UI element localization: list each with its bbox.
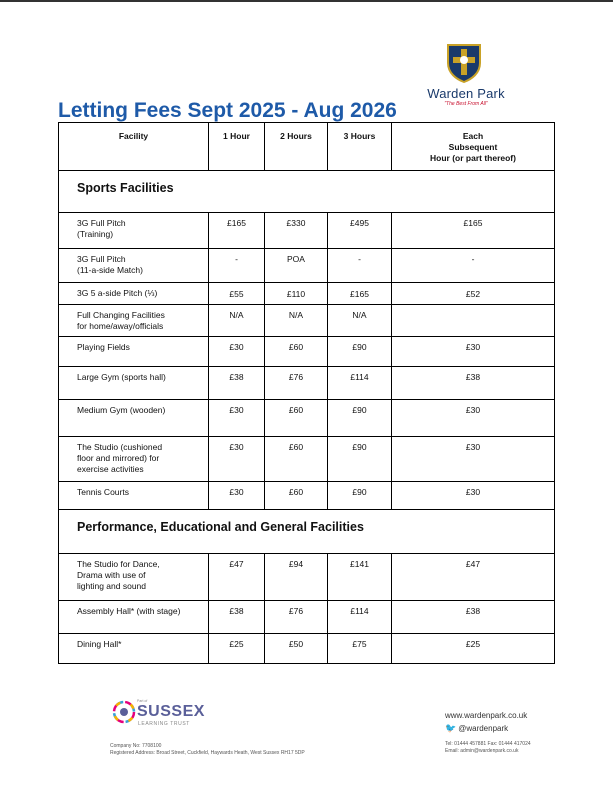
table-row bbox=[59, 283, 555, 305]
facility-line: Tennis Courts bbox=[77, 487, 129, 497]
facility-cell bbox=[59, 367, 209, 400]
col-3-hours: 3 Hours bbox=[328, 123, 392, 171]
facility-line: Playing Fields bbox=[77, 342, 130, 352]
phone-fax: Tel: 01444 457881 Fax: 01444 417024 bbox=[445, 741, 531, 747]
table-row bbox=[59, 367, 555, 400]
fee-subsequent-hour: £30 bbox=[392, 337, 555, 367]
fee-3-hours: £90 bbox=[328, 400, 392, 437]
fee-subsequent-hour: £52 bbox=[392, 283, 555, 305]
fee-2-hours: £50 bbox=[265, 634, 328, 664]
fee-subsequent-hour: £25 bbox=[392, 634, 555, 664]
fee-3-hours: £141 bbox=[328, 554, 392, 601]
table-row bbox=[59, 213, 555, 249]
facility-cell bbox=[59, 554, 209, 601]
facility-line: Drama with use of bbox=[77, 570, 146, 580]
fee-2-hours: £330 bbox=[265, 213, 328, 249]
fee-1-hour: N/A bbox=[209, 305, 265, 337]
facility-cell bbox=[59, 482, 209, 510]
facility-cell bbox=[59, 337, 209, 367]
fee-1-hour: £38 bbox=[209, 367, 265, 400]
fee-1-hour: £25 bbox=[209, 634, 265, 664]
fee-3-hours: N/A bbox=[328, 305, 392, 337]
fee-2-hours: £94 bbox=[265, 554, 328, 601]
contact-details bbox=[445, 741, 531, 755]
twitter-bird-icon: 🐦 bbox=[445, 723, 457, 733]
table-row bbox=[59, 305, 555, 337]
fee-2-hours: £76 bbox=[265, 367, 328, 400]
fee-2-hours: £60 bbox=[265, 437, 328, 482]
facility-line: Large Gym (sports hall) bbox=[77, 372, 166, 382]
col-1-hour: 1 Hour bbox=[209, 123, 265, 171]
table-row bbox=[59, 601, 555, 634]
section-heading-sports: Sports Facilities bbox=[59, 171, 555, 213]
trust-subtitle: LEARNING TRUST bbox=[138, 721, 190, 727]
fee-2-hours: £60 bbox=[265, 482, 328, 510]
fee-2-hours: POA bbox=[265, 249, 328, 283]
facility-cell bbox=[59, 283, 209, 305]
fee-3-hours: - bbox=[328, 249, 392, 283]
fee-1-hour: £30 bbox=[209, 482, 265, 510]
fee-2-hours: £76 bbox=[265, 601, 328, 634]
company-number: Company No: 7708100 bbox=[110, 743, 162, 749]
fee-subsequent-hour: £165 bbox=[392, 213, 555, 249]
fee-3-hours: £495 bbox=[328, 213, 392, 249]
fee-3-hours: £90 bbox=[328, 482, 392, 510]
facility-line: exercise activities bbox=[77, 464, 144, 474]
fee-1-hour: £165 bbox=[209, 213, 265, 249]
facility-cell bbox=[59, 634, 209, 664]
fee-subsequent-hour: £38 bbox=[392, 601, 555, 634]
facility-line: Dining Hall* bbox=[77, 639, 122, 649]
fee-3-hours: £114 bbox=[328, 367, 392, 400]
fee-2-hours: N/A bbox=[265, 305, 328, 337]
school-name: Warden Park bbox=[427, 86, 505, 101]
table-row bbox=[59, 554, 555, 601]
school-motto: "The Best From All" bbox=[444, 101, 488, 107]
table-row bbox=[59, 482, 555, 510]
facility-line: for home/away/officials bbox=[77, 321, 164, 331]
col-each-subsequent-line2: Subsequent bbox=[448, 142, 498, 152]
page-title: Letting Fees Sept 2025 - Aug 2026 bbox=[58, 99, 397, 122]
fee-2-hours: £60 bbox=[265, 337, 328, 367]
col-each-subsequent-line1: Each bbox=[462, 131, 484, 141]
twitter-handle-text: @wardenpark bbox=[458, 724, 509, 733]
facility-line: 3G Full Pitch bbox=[77, 254, 126, 264]
facility-cell bbox=[59, 213, 209, 249]
fee-subsequent-hour: £30 bbox=[392, 437, 555, 482]
fee-subsequent-hour: - bbox=[392, 249, 555, 283]
table-header-row bbox=[59, 123, 555, 171]
fee-3-hours: £75 bbox=[328, 634, 392, 664]
fee-subsequent-hour bbox=[392, 305, 555, 337]
top-rule bbox=[0, 0, 613, 2]
fee-1-hour: £30 bbox=[209, 437, 265, 482]
email-address[interactable]: Email: admin@wardenpark.co.uk bbox=[445, 748, 519, 754]
facility-line: 3G Full Pitch bbox=[77, 218, 126, 228]
facility-line: The Studio for Dance, bbox=[77, 559, 160, 569]
facility-cell bbox=[59, 601, 209, 634]
fee-3-hours: £165 bbox=[328, 283, 392, 305]
trust-part-of: Part of bbox=[137, 699, 148, 703]
trust-name: SUSSEX bbox=[137, 703, 205, 720]
company-info bbox=[110, 743, 305, 757]
table-row bbox=[59, 400, 555, 437]
facility-cell bbox=[59, 400, 209, 437]
fees-table bbox=[58, 122, 555, 664]
table-row bbox=[59, 249, 555, 283]
fee-subsequent-hour: £30 bbox=[392, 482, 555, 510]
fee-1-hour: £47 bbox=[209, 554, 265, 601]
facility-line: lighting and sound bbox=[77, 581, 147, 591]
facility-line: Assembly Hall* (with stage) bbox=[77, 606, 181, 616]
facility-line: (Training) bbox=[77, 229, 114, 239]
table-row bbox=[59, 634, 555, 664]
facility-line: Full Changing Facilities bbox=[77, 310, 165, 320]
fee-1-hour: £55 bbox=[209, 283, 265, 305]
col-each-subsequent-line3: Hour (or part thereof) bbox=[430, 153, 516, 163]
facility-line: (11-a-side Match) bbox=[77, 265, 143, 275]
website-link[interactable]: www.wardenpark.co.uk bbox=[445, 711, 528, 720]
section-row-sports bbox=[59, 171, 555, 213]
fee-1-hour: £30 bbox=[209, 400, 265, 437]
section-heading-performance: Performance, Educational and General Facilities bbox=[59, 510, 555, 554]
fee-3-hours: £90 bbox=[328, 437, 392, 482]
facility-cell bbox=[59, 437, 209, 482]
facility-line: 3G 5 a-side Pitch (⅓) bbox=[77, 288, 158, 298]
section-row-performance bbox=[59, 510, 555, 554]
facility-cell bbox=[59, 249, 209, 283]
col-2-hours: 2 Hours bbox=[265, 123, 328, 171]
fee-2-hours: £110 bbox=[265, 283, 328, 305]
fee-1-hour: - bbox=[209, 249, 265, 283]
twitter-handle[interactable] bbox=[445, 723, 508, 734]
fee-subsequent-hour: £38 bbox=[392, 367, 555, 400]
fee-1-hour: £30 bbox=[209, 337, 265, 367]
fee-subsequent-hour: £47 bbox=[392, 554, 555, 601]
facility-line: Medium Gym (wooden) bbox=[77, 405, 166, 415]
facility-cell bbox=[59, 305, 209, 337]
col-each-subsequent bbox=[392, 123, 555, 171]
fee-subsequent-hour: £30 bbox=[392, 400, 555, 437]
col-facility: Facility bbox=[59, 123, 209, 171]
table-row bbox=[59, 337, 555, 367]
fee-3-hours: £90 bbox=[328, 337, 392, 367]
registered-address: Registered Address: Broad Street, Cuckfield, Haywards Heath, West Sussex RH17 5DP bbox=[110, 750, 305, 756]
fee-1-hour: £38 bbox=[209, 601, 265, 634]
fee-3-hours: £114 bbox=[328, 601, 392, 634]
sussex-trust-logo bbox=[112, 700, 136, 724]
school-crest-logo bbox=[446, 43, 482, 83]
facility-line: The Studio (cushioned bbox=[77, 442, 163, 452]
facility-line: floor and mirrored) for bbox=[77, 453, 160, 463]
table-row bbox=[59, 437, 555, 482]
fee-2-hours: £60 bbox=[265, 400, 328, 437]
